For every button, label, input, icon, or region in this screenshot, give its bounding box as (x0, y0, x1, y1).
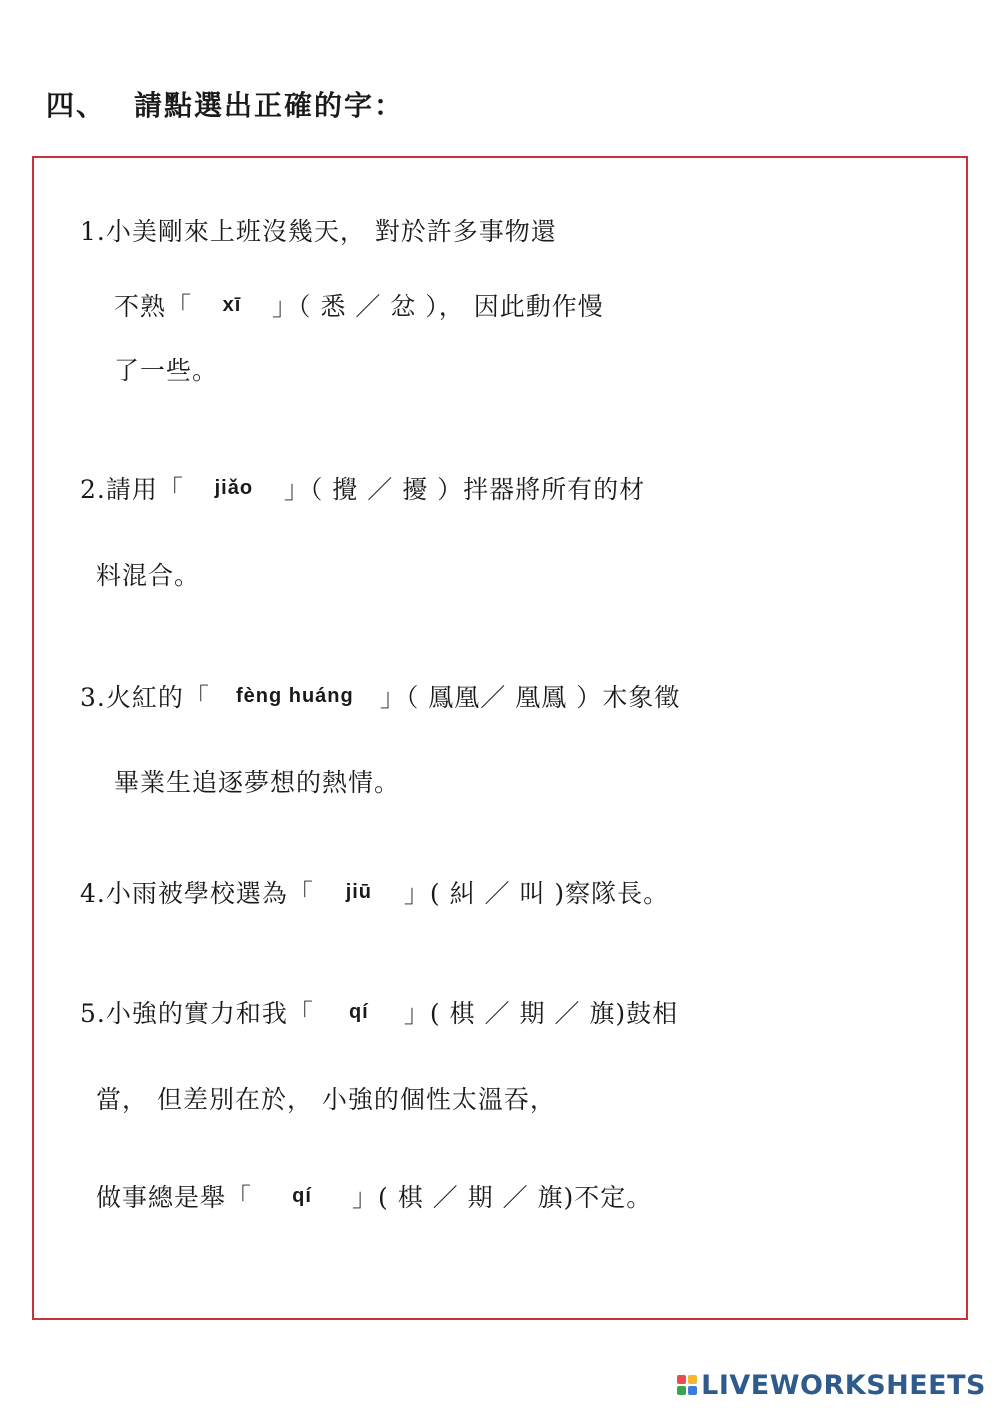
question-1-line-2: 不熟「 xī 」（ 悉 ／ 忿 ）， 因此動作慢 (114, 292, 604, 321)
logo-text: LIVEWORKSHEETS (701, 1369, 986, 1401)
question-3-line-2: 畢業生追逐夢想的熱情。 (114, 768, 401, 797)
question-5-line-2: 當， 但差別在於， 小強的個性太溫吞， (96, 1085, 556, 1114)
question-4-line-1: 4.小雨被學校選為「 jiū 」( 糾 ／ 叫 )察隊長。 (80, 879, 670, 908)
answer-blank-5[interactable]: qí (348, 1001, 369, 1023)
question-2-line-2: 料混合。 (96, 561, 201, 590)
question-frame (32, 156, 968, 1320)
question-1-line-3: 了一些。 (114, 356, 219, 385)
answer-blank-3[interactable]: fèng huáng (235, 685, 354, 707)
question-1-line-1: 1.小美剛來上班沒幾天， 對於許多事物還 (80, 217, 557, 246)
answer-blank-1[interactable]: xī (222, 294, 242, 316)
question-5-line-1: 5.小強的實力和我「 qí 」( 棋 ／ 期 ／ 旗)鼓相 (80, 999, 679, 1028)
liveworksheets-logo (677, 1368, 986, 1402)
answer-blank-2[interactable]: jiǎo (214, 477, 254, 499)
logo-icon (677, 1375, 697, 1395)
answer-blank-6[interactable]: qí (292, 1185, 312, 1207)
section-heading (46, 84, 404, 124)
question-5-line-3: 做事總是舉「 qí 」( 棋 ／ 期 ／ 旗)不定。 (96, 1183, 653, 1212)
question-3-line-1: 3.火紅的「 fèng huáng 」（ 鳳凰／ 凰鳳 ）木象徵 (80, 683, 681, 712)
answer-blank-4[interactable]: jiū (345, 881, 373, 903)
section-number: 四、 (46, 89, 107, 122)
question-2-line-1: 2.請用「 jiǎo 」（ 攪 ／ 擾 ）拌器將所有的材 (80, 475, 646, 504)
section-instruction: 請點選出正確的字： (134, 89, 405, 122)
